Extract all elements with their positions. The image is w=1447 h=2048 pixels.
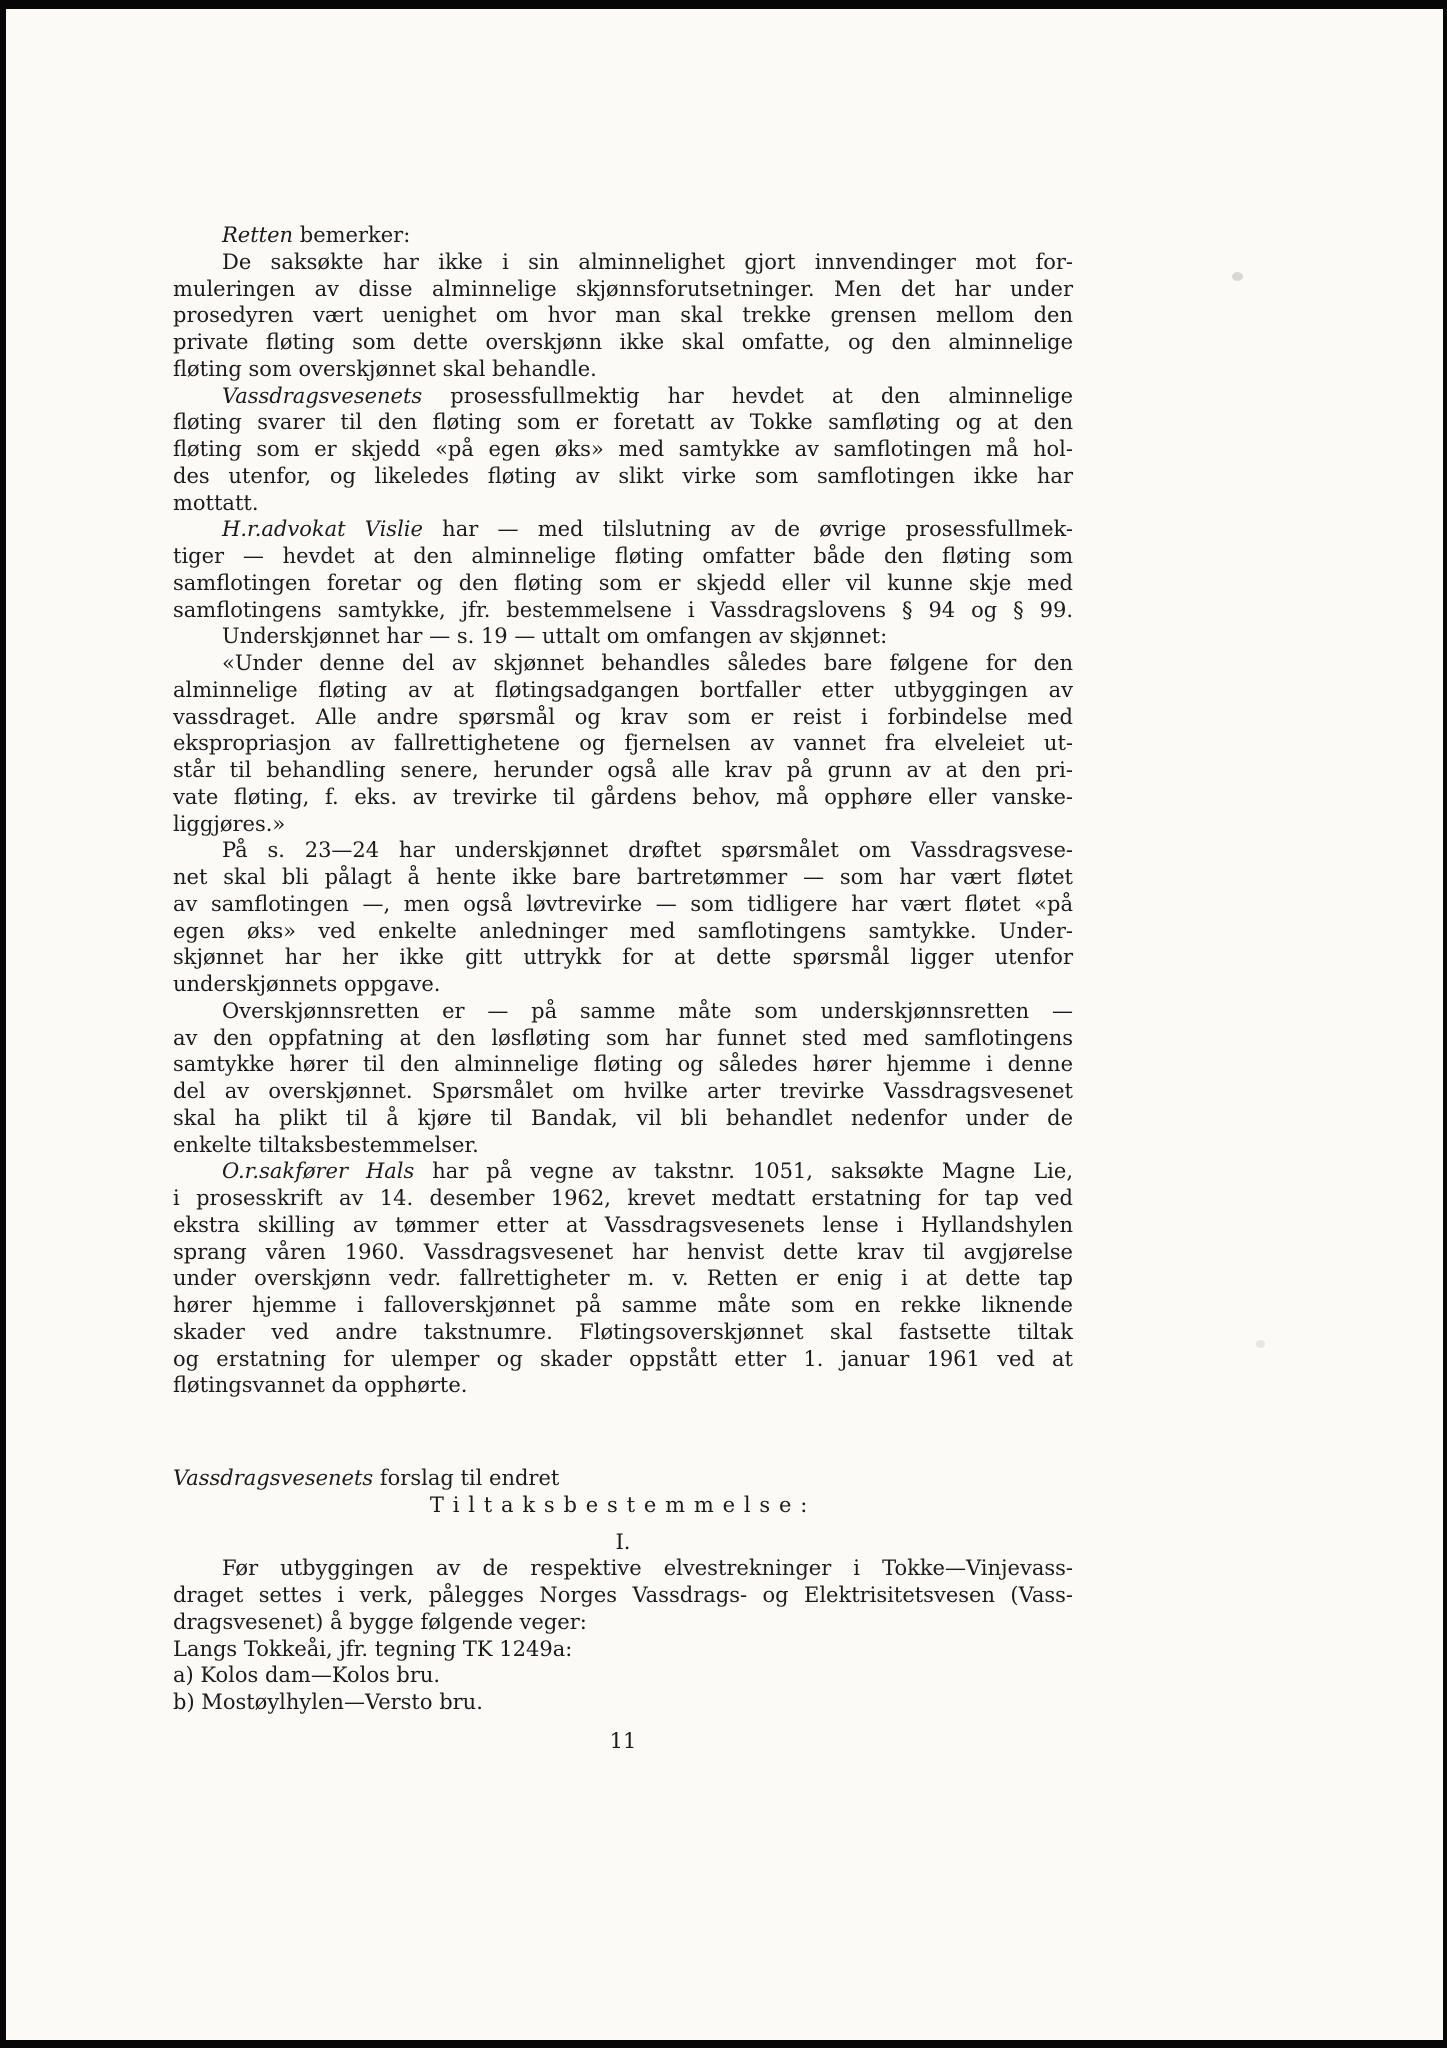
text-line: De saksøkte har ikke i sin alminnelighet gjort innvendinger mot for-	[222, 249, 1073, 274]
text-line: alminnelige fløting av at fløtingsadgangen bortfaller etter utbyggingen av	[173, 677, 1073, 702]
page-number: 11	[609, 1728, 637, 1753]
list-item-b: b) Mostøylhylen—Versto bru.	[173, 1690, 483, 1714]
text-line: liggjøres.»	[173, 811, 286, 836]
text-line: del av overskjønnet. Spørsmålet om hvilke arter trevirke Vassdragsvesenet	[173, 1079, 1073, 1103]
text-line: skjønnet har her ikke gitt uttrykk for at dette spørsmål ligger utenfor	[173, 945, 1073, 970]
scan-artifact	[1232, 272, 1243, 281]
scan-edge-right	[1443, 0, 1447, 2048]
proposal-intro-line: Vassdragsvesenets forslag til endret	[173, 1466, 560, 1490]
text-line: fløtingsvannet da opphørte.	[173, 1373, 468, 1398]
scan-edge-top	[0, 0, 1447, 9]
text-line: i prosesskrift av 14. desember 1962, krevet medtatt erstatning for tap ved	[173, 1186, 1073, 1210]
text-line: prosedyren vært uenighet om hvor man skal trekke grensen mellom den	[173, 303, 1073, 328]
text-line: mottatt.	[173, 490, 259, 515]
text-line: egen øks» ved enkelte anledninger med samflotingens samtykke. Under-	[173, 918, 1073, 943]
italic-text: H.r.advokat Vislie	[222, 517, 423, 542]
proposal-section	[173, 1465, 1073, 1716]
text-line: samflotingens samtykke, jfr. bestemmelsene i Vassdragslovens § 94 og § 99.	[173, 597, 1073, 622]
text-line: Overskjønnsretten er — på samme måte som underskjønnsretten —	[222, 998, 1073, 1023]
text-line: «Under denne del av skjønnet behandles således bare følgene for den	[222, 651, 1073, 675]
text-line: fløting som overskjønnet skal behandle.	[173, 356, 597, 381]
text-line: samtykke hører til den alminnelige fløting og således hører hjemme i denne	[173, 1052, 1073, 1077]
text-line: ekspropriasjon av fallrettighetene og fjernelsen av vannet fra elveleiet ut-	[173, 731, 1073, 756]
text-line: og erstatning for ulemper og skader oppstått etter 1. januar 1961 ved at	[173, 1346, 1073, 1371]
scan-edge-left	[0, 0, 6, 2048]
text-line: O.r.sakfører Hals har på vegne av takstnr. 1051, saksøkte Magne Lie,	[222, 1159, 1073, 1184]
text-line: underskjønnets oppgave.	[173, 972, 441, 996]
body-text	[173, 222, 1073, 1399]
text-line: hører hjemme i falloverskjønnet på samme måte som en rekke liknende	[173, 1293, 1073, 1317]
scan-edge-bottom	[0, 2040, 1447, 2048]
text-line: net skal bli pålagt å hente ikke bare bartretømmer — som har vært fløtet	[173, 865, 1073, 889]
text-line: Før utbyggingen av de respektive elvestrekninger i Tokke—Vinjevass-	[222, 1556, 1073, 1581]
text-line: står til behandling senere, herunder også alle krav på grunn av at den pri-	[173, 758, 1073, 782]
text-line: tiger — hevdet at den alminnelige fløting omfatter både den fløting som	[173, 544, 1073, 568]
text-line: dragsvesenet) å bygge følgende veger:	[173, 1609, 587, 1634]
italic-text: Retten	[222, 223, 294, 247]
text-line: Langs Tokkeåi, jfr. tegning TK 1249a:	[173, 1636, 573, 1661]
text-line: fløting som er skjedd «på egen øks» med samtykke av samflotingen må hol-	[173, 437, 1073, 461]
list-item-a: a) Kolos dam—Kolos bru.	[173, 1663, 441, 1688]
text-line: under overskjønn vedr. fallrettigheter m. v. Retten er enig i at dette tap	[173, 1266, 1073, 1291]
text-line: skal ha plikt til å kjøre til Bandak, vil bli behandlet nedenfor under de	[173, 1105, 1073, 1130]
text-line: På s. 23—24 har underskjønnet drøftet spørsmålet om Vassdragsvese-	[222, 838, 1073, 863]
text-line: av den oppfatning at den løsfløting som har funnet sted med samflotingens	[173, 1025, 1073, 1050]
text-line: vate fløting, f. eks. av trevirke til gårdens behov, må opphøre eller vanske-	[173, 784, 1073, 809]
italic-text: Vassdragsvesenets	[173, 1466, 374, 1490]
text-line: des utenfor, og likeledes fløting av slikt virke som samflotingen ikke har	[173, 463, 1073, 488]
text-line: muleringen av disse alminnelige skjønnsforutsetninger. Men det har under	[173, 276, 1073, 301]
text-line: sprang våren 1960. Vassdragsvesenet har henvist dette krav til avgjørelse	[173, 1239, 1073, 1264]
text-line: Vassdragsvesenets prosessfullmektig har hevdet at den alminnelige	[222, 383, 1073, 408]
text-line: draget settes i verk, pålegges Norges Vassdrags- og Elektrisitetsvesen (Vass-	[173, 1583, 1073, 1607]
text-line: Retten bemerker:	[222, 223, 411, 247]
document-text-block	[173, 222, 1073, 1755]
text-line: ekstra skilling av tømmer etter at Vassdragsvesenets lense i Hyllandshylen	[173, 1212, 1073, 1237]
text-line: av samflotingen —, men også løvtrevirke — som tidligere har vært fløtet «på	[173, 891, 1073, 916]
text-line: fløting svarer til den fløting som er foretatt av Tokke samfløting og at den	[173, 410, 1073, 435]
section-heading: Tiltaksbestemmelse:	[429, 1492, 817, 1517]
text-line: private fløting som dette overskjønn ikke skal omfatte, og den alminnelige	[173, 330, 1073, 354]
roman-numeral-heading: I.	[615, 1529, 631, 1554]
italic-text: O.r.sakfører Hals	[222, 1159, 415, 1184]
text-line: vassdraget. Alle andre spørsmål og krav som er reist i forbindelse med	[173, 704, 1073, 729]
text-line: enkelte tiltaksbestemmelser.	[173, 1132, 479, 1157]
text-line: Underskjønnet har — s. 19 — uttalt om omfangen av skjønnet:	[222, 624, 888, 649]
text-line: skader ved andre takstnumre. Fløtingsoverskjønnet skal fastsette tiltak	[173, 1319, 1073, 1344]
italic-text: Vassdragsvesenets	[222, 383, 423, 408]
scan-artifact	[1256, 1340, 1265, 1348]
text-line: samflotingen foretar og den fløting som er skjedd eller vil kunne skje med	[173, 570, 1073, 595]
text-line: H.r.advokat Vislie har — med tilslutning av de øvrige prosessfullmek-	[222, 517, 1073, 542]
